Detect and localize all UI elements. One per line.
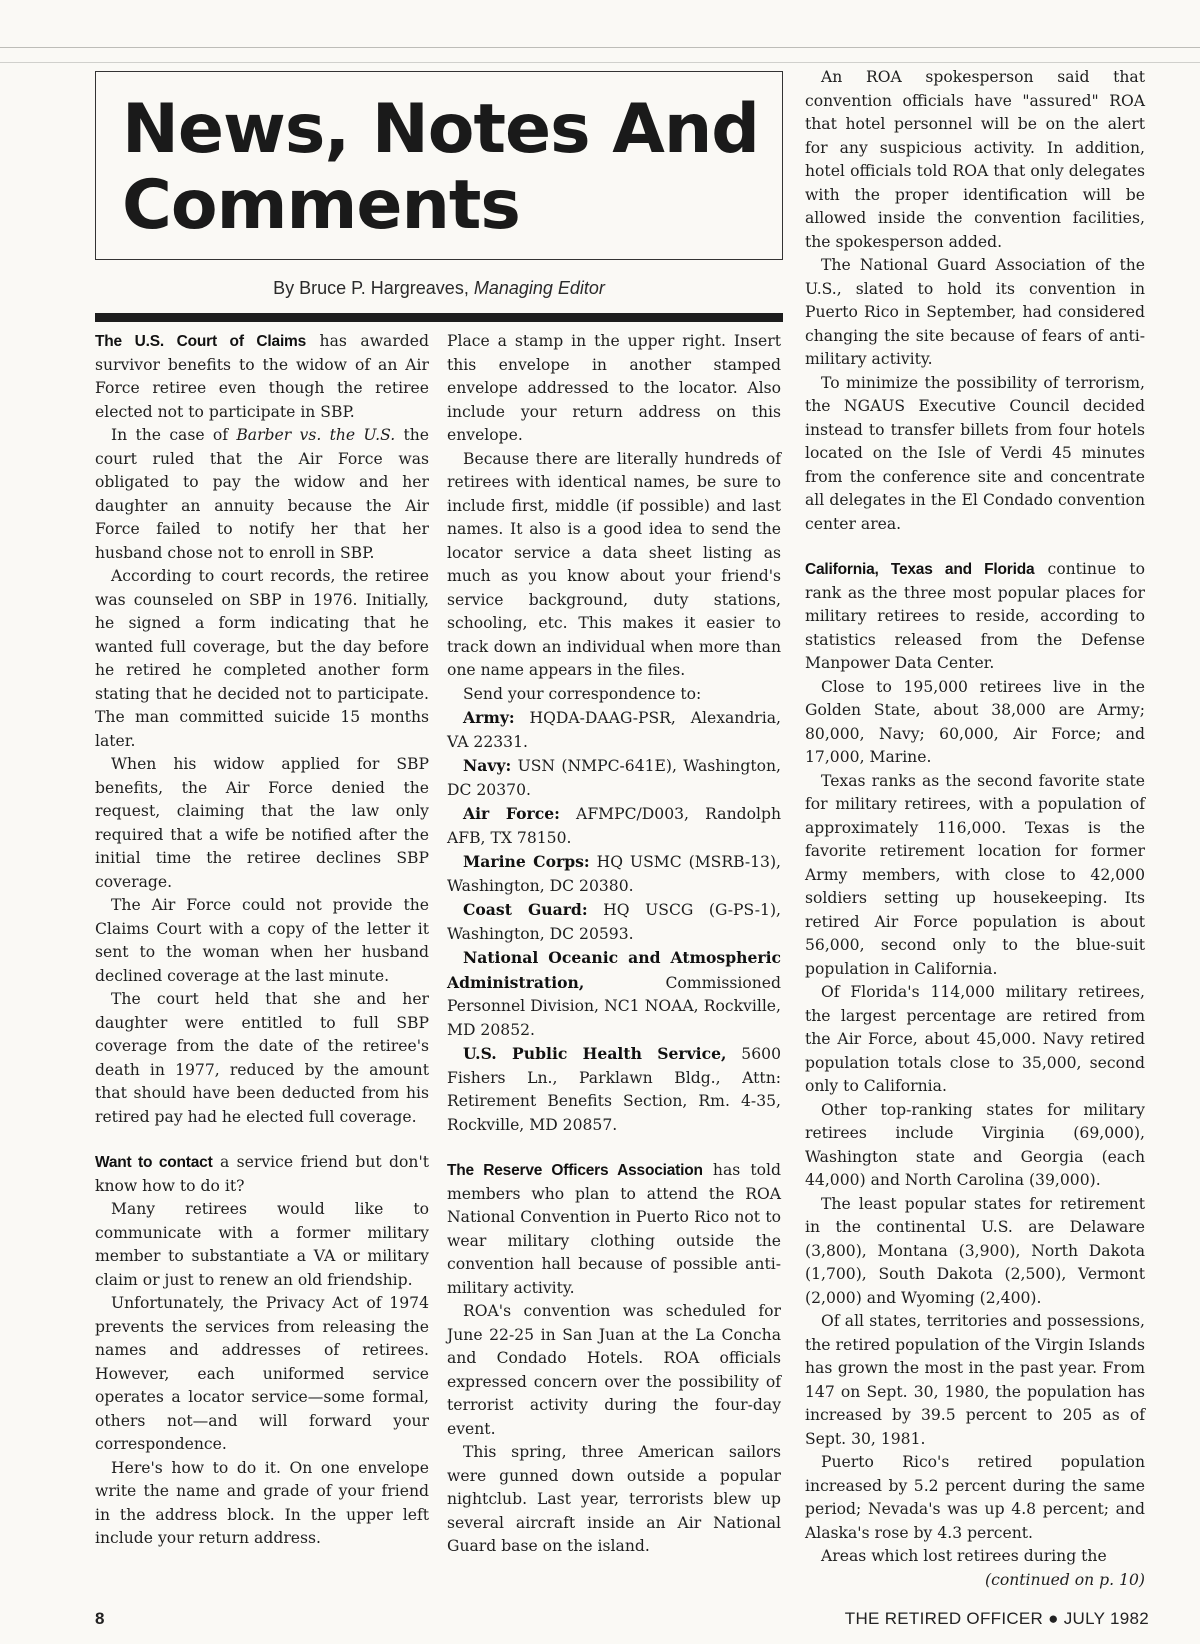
address-label: Navy: xyxy=(463,756,512,775)
address-label: National Oceanic and Atmospheric Administration, xyxy=(447,948,781,992)
paragraph xyxy=(95,330,429,424)
address-label: Air Force: xyxy=(463,804,560,823)
publication-footer: THE RETIRED OFFICER ● JULY 1982 xyxy=(844,1609,1149,1628)
address-label: Army: xyxy=(463,708,515,727)
continued-note: (continued on p. 10) xyxy=(985,1570,1145,1589)
paragraph: When his widow applied for SBP benefits, the Air Force denied the request, claiming that the law only required that a wife be notified after the initial time the retiree declines SBP coverage. xyxy=(95,755,429,891)
paragraph: Many retirees would like to communicate with a former military member to substantiate a VA or military claim or just to renew an old friendship. xyxy=(95,1200,429,1289)
paragraph xyxy=(95,1151,429,1198)
paragraph: Unfortunately, the Privacy Act of 1974 prevents the services from releasing the names and addresses of retirees. However, each uniformed service operates a locator service—some formal, others not—and will forward your correspondence. xyxy=(95,1294,429,1453)
column-3 xyxy=(805,66,1145,1592)
address-label: Coast Guard: xyxy=(463,900,588,919)
paragraph: Texas ranks as the second favorite state for military retirees, with a population of approximately 116,000. Texas is the favorite retirement location for former Army members, with close to 42,000 soldiers setting up housekeeping. Its retired Air Force population is about 56,000, second only to the blue-suit population in California. xyxy=(805,771,1145,978)
paragraph: Of all states, territories and possessions, the retired population of the Virgin Islands has grown the most in the past year. From 147 on Sept. 30, 1980, the population has increased by 39.5 percent to 205 as of Sept. 30, 1981. xyxy=(805,1312,1145,1448)
paragraph: Other top-ranking states for military retirees include Virginia (69,000), Washington state and Georgia (each 44,000) and North Carolina (39,000). xyxy=(805,1100,1145,1189)
top-rule xyxy=(0,47,1200,48)
address-entry xyxy=(447,946,781,1042)
column-1 xyxy=(95,330,429,1551)
address-entry xyxy=(447,850,781,898)
paragraph: The National Guard Association of the U.S., slated to hold its convention in Puerto Rico in September, had considered changing the site because of fears of anti-military activity. xyxy=(805,256,1145,368)
address-label: U.S. Public Health Service, xyxy=(463,1044,727,1063)
address-text: Commissioned Personnel Division, NC1 NOAA, Rockville, MD 20852. xyxy=(447,973,781,1039)
address-label: Marine Corps: xyxy=(463,852,590,871)
address-entry xyxy=(447,706,781,754)
address-entry xyxy=(447,898,781,946)
column-2 xyxy=(447,330,781,1559)
paragraph: ROA's convention was scheduled for June 22-25 in San Juan at the La Concha and Condado Hotels. ROA officials expressed concern over the possibility of terrorist activity during the four-day event. xyxy=(447,1302,781,1438)
run-in-heading: The Reserve Officers Association xyxy=(447,1162,703,1179)
top-rule-secondary xyxy=(0,62,1200,63)
address-text: HQ USCG (G-PS-1), Washington, DC 20593. xyxy=(447,901,781,943)
address-text: HQDA-DAAG-PSR, Alexandria, VA 22331. xyxy=(447,709,781,751)
title-box xyxy=(95,71,783,260)
paragraph: Send your correspondence to: xyxy=(463,684,702,703)
paragraph: This spring, three American sailors were gunned down outside a popular nightclub. Last year, terrorists blew up several aircraft inside an Air National Guard base on the island. xyxy=(447,1443,781,1555)
paragraph-text: a service friend but don't know how to do it? xyxy=(95,1153,429,1195)
address-text: HQ USMC (MSRB-13), Washington, DC 20380. xyxy=(447,853,781,895)
paragraph-text: the court ruled that the Air Force was obligated to pay the widow and her daughter an annuity because the Air Force failed to notify her that her husband chose not to enroll in SBP. xyxy=(95,426,429,562)
byline-role: Managing Editor xyxy=(473,278,605,298)
paragraph-text: has told members who plan to attend the ROA National Convention in Puerto Rico not to wear military clothing outside the convention hall because of possible anti-military activity. xyxy=(447,1161,781,1297)
address-text: AFMPC/D003, Randolph AFB, TX 78150. xyxy=(447,805,781,847)
paragraph: The least popular states for retirement in the continental U.S. are Delaware (3,800), Montana (3,900), North Dakota (1,700), South Dakota (2,500), Vermont (2,000) and Wyoming (2,400). xyxy=(805,1194,1145,1307)
heavy-divider xyxy=(95,313,783,322)
address-entry xyxy=(447,802,781,850)
paragraph: The court held that she and her daughter were entitled to full SBP coverage from the date of the retiree's death in 1977, reduced by the amount that should have been deducted from his retired pay had he elected full coverage. xyxy=(95,990,429,1126)
address-text: 5600 Fishers Ln., Parklawn Bldg., Attn: Retirement Benefits Section, Rm. 4-35, Rockville, MD 20857. xyxy=(447,1045,781,1134)
paragraph: Because there are literally hundreds of retirees with identical names, be sure to include first, middle (if possible) and last names. It also is a good idea to send the locator service a data sheet listing as much as you know about your friend's service background, duty stations, schooling, etc. This makes it easier to track down an individual when more than one name appears in the files. xyxy=(447,449,781,679)
byline-author: By Bruce P. Hargreaves, xyxy=(273,278,474,298)
run-in-heading: California, Texas and Florida xyxy=(805,561,1035,578)
paragraph: Here's how to do it. On one envelope write the name and grade of your friend in the address block. In the upper left include your return address. xyxy=(95,1458,429,1547)
paragraph: Place a stamp in the upper right. Insert this envelope in another stamped envelope addressed to the locator. Also include your return address on this envelope. xyxy=(447,332,781,444)
paragraph: An ROA spokesperson said that convention officials have "assured" ROA that hotel personnel will be on the alert for any suspicious activity. In addition, hotel officials told ROA that only delegates with the proper identification will be allowed inside the convention facilities, the spokesperson added. xyxy=(805,68,1145,251)
paragraph-text: has awarded survivor benefits to the widow of an Air Force retiree even though the retiree elected not to participate in SBP. xyxy=(95,332,429,421)
paragraph xyxy=(805,558,1145,676)
paragraph: The Air Force could not provide the Claims Court with a copy of the letter it sent to the woman when her husband declined coverage at the last minute. xyxy=(95,896,429,985)
page-number: 8 xyxy=(95,1609,105,1628)
address-entry xyxy=(447,1042,781,1137)
paragraph xyxy=(95,424,429,565)
paragraph: Areas which lost retirees during the xyxy=(821,1547,1107,1565)
run-in-heading: The U.S. Court of Claims xyxy=(95,333,307,350)
paragraph: Of Florida's 114,000 military retirees, the largest percentage are retired from the Air Force, about 45,000. Navy retired population totals close to 35,000, second only to California. xyxy=(805,983,1145,1095)
case-name: Barber vs. the U.S. xyxy=(236,426,396,444)
paragraph-text: In the case of xyxy=(111,426,237,444)
paragraph: To minimize the possibility of terrorism, the NGAUS Executive Council decided instead to transfer billets from four hotels located on the Isle of Verdi 45 minutes from the conference site and concentrate all delegates in the El Condado convention center area. xyxy=(805,373,1145,533)
title-line-1: News, Notes And xyxy=(122,90,759,169)
run-in-heading: Want to contact xyxy=(95,1154,213,1171)
paragraph: Close to 195,000 retirees live in the Golden State, about 38,000 are Army; 80,000, Navy; 60,000, Air Force; and 17,000, Marine. xyxy=(805,677,1145,766)
paragraph: According to court records, the retiree was counseled on SBP in 1976. Initially, he signed a form indicating that he wanted full coverage, but the day before he retired he completed another form stating that he decided not to participate. The man committed suicide 15 months later. xyxy=(95,567,429,750)
paragraph xyxy=(447,1159,781,1300)
byline xyxy=(95,278,783,299)
title-line-2: Comments xyxy=(122,166,520,245)
paragraph-text: continue to rank as the three most popular places for military retirees to reside, according to statistics released from the Defense Manpower Data Center. xyxy=(805,560,1145,672)
address-entry xyxy=(447,754,781,802)
address-text: USN (NMPC-641E), Washington, DC 20370. xyxy=(447,757,781,799)
page-title xyxy=(122,92,759,244)
paragraph: Puerto Rico's retired population increased by 5.2 percent during the same period; Nevada's was up 4.8 percent; and Alaska's rose by 4.3 percent. xyxy=(805,1453,1145,1542)
